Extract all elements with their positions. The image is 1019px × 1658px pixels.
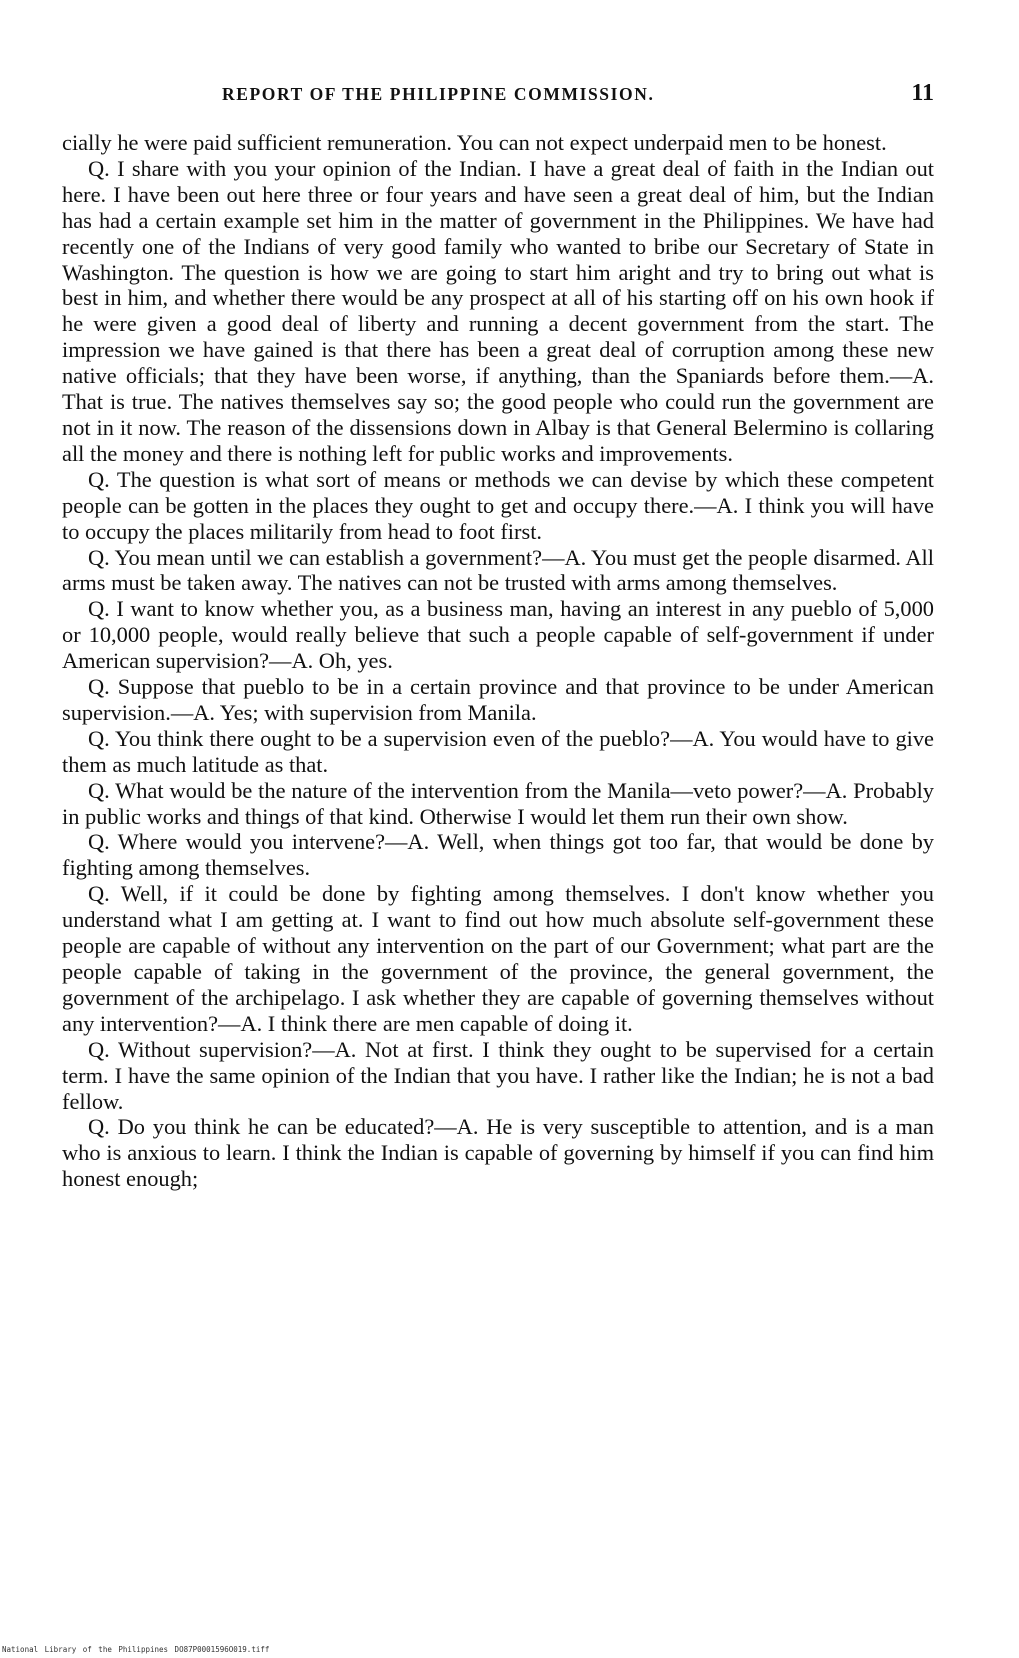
paragraph: Q. I share with you your opinion of the Indian. I have a great deal of faith in the Indian out here. I have been out here three or four years and have seen a great deal of him, but the Indian has had a certain example set him in the matter of government in the Philippines. We have had recently one of the Indians of very good family who wanted to bribe our Secretary of State in Washington. The question is how we are going to start him aright and try to bring out what is best in him, and whether there would be any prospect at all of his starting off on his own hook if he were given a good deal of liberty and running a decent government from the start. The impression we have gained is that there has been a great deal of corruption among these new native officials; that they have been worse, if anything, than the Spaniards before them.—A. That is true. The natives themselves say so; the good people who could run the government are not in it now. The reason of the dissensions down in Albay is that General Belermino is collaring all the money and there is nothing left for public works and improvements. xyxy=(62,155,934,466)
paragraph: Q. Do you think he can be educated?—A. He is very susceptible to attention, and is a man who is anxious to learn. I think the Indian is capable of governing by himself if you can find him honest enough; xyxy=(62,1114,934,1192)
paragraph: Q. Well, if it could be done by fighting among themselves. I don't know whether you understand what I am getting at. I want to find out how much absolute self-government these people are capable of without any intervention on the part of our Government; what part are the people capable of taking in the government of the province, the general government, the government of the archipelago. I ask whether they are capable of governing themselves without any intervention?—A. I think there are men capable of doing it. xyxy=(62,881,934,1036)
paragraph: Q. What would be the nature of the intervention from the Manila—veto power?—A. Probably in public works and things of that kind. Otherwise I would let them run their own show. xyxy=(62,777,934,829)
paragraph: Q. You mean until we can establish a government?—A. You must get the people disarmed. All arms must be taken away. The natives can not be trusted with arms among themselves. xyxy=(62,544,934,596)
paragraph: Q. Where would you intervene?—A. Well, when things got too far, that would be done by fighting among themselves. xyxy=(62,829,934,881)
page-header xyxy=(62,80,934,118)
paragraph-continuation: cially he were paid sufficient remuneration. You can not expect underpaid men to be honest. xyxy=(62,130,887,155)
scan-source-note: National Library of the Philippines DO87P0001596O019.tiff xyxy=(2,1645,270,1654)
paragraph: Q. You think there ought to be a supervision even of the pueblo?—A. You would have to give them as much latitude as that. xyxy=(62,725,934,777)
page-number: 11 xyxy=(911,80,934,106)
paragraph: Q. Without supervision?—A. Not at first. I think they ought to be supervised for a certain term. I have the same opinion of the Indian that you have. I rather like the Indian; he is not a bad fellow. xyxy=(62,1036,934,1114)
paragraph: Q. The question is what sort of means or methods we can devise by which these competent people can be gotten in the places they ought to get and occupy there.—A. I think you will have to occupy the places militarily from head to foot first. xyxy=(62,466,934,544)
paragraph: Q. Suppose that pueblo to be in a certain province and that province to be under American supervision.—A. Yes; with supervision from Manila. xyxy=(62,674,934,725)
paragraph: Q. I want to know whether you, as a business man, having an interest in any pueblo of 5,000 or 10,000 people, would really believe that such a people capable of self-government if under American supervision?—A. Oh, yes. xyxy=(62,596,934,674)
running-head: REPORT OF THE PHILIPPINE COMMISSION. xyxy=(222,84,655,104)
body-text xyxy=(62,130,934,1192)
